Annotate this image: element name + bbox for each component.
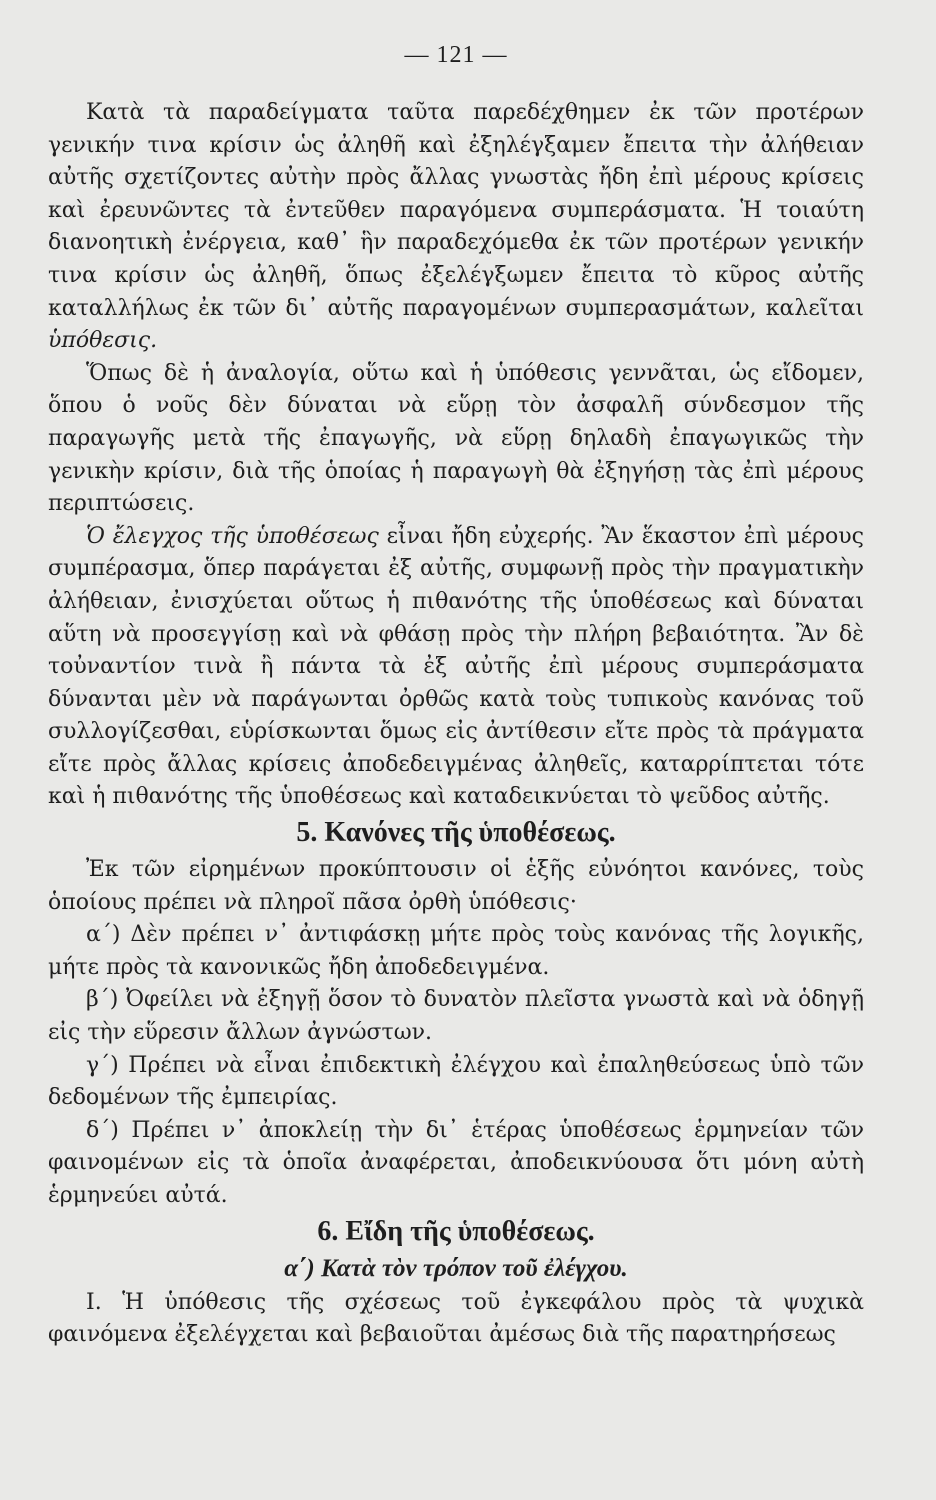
rule-item: α΄) Δὲν πρέπει ν᾽ ἀντιφάσκῃ μήτε πρὸς τοὺς κανόνας τῆς λογικῆς, μήτε πρὸς τὰ κανονικῶς ἤδη ἀποδεδειγμένα. <box>48 922 864 980</box>
term-control: Ὁ ἔλεγχος τῆς ὑποθέσεως <box>86 523 379 549</box>
paragraph-text: εἶναι ἤδη εὐχερής. Ἂν ἕκαστον ἐπὶ μέρους συμπέρασμα, ὅπερ παράγεται ἐξ αὐτῆς, συμφωνῇ πρὸς τὴν πραγματικὴν ἀλήθειαν, ἐνισχύεται οὕτως ἡ πιθανότης τῆς ὑποθέσεως καὶ δύναται αὕτη νὰ προσεγγίσῃ καὶ νὰ φθάσῃ πρὸς τὴν πλήρη βεβαιότητα. Ἂν δὲ τοὐναντίον τινὰ ἢ πάντα τὰ ἐξ αὐτῆς ἐπὶ μέρους συμπεράσματα δύνανται μὲν νὰ παράγωνται ὀρθῶς κατὰ τοὺς τυπικοὺς κανόνας τοῦ συλλογίζεσθαι, εὑρίσκωνται ὅμως εἰς ἀντίθεσιν εἴτε πρὸς τὰ πράγματα εἴτε πρὸς ἄλλας κρίσεις ἀποδεδειγμένας ἀληθεῖς, καταρρίπτεται τότε καὶ ἡ πιθανότης τῆς ὑποθέσεως καὶ καταδεικνύεται τὸ ψεῦδος αὐτῆς. <box>48 523 864 810</box>
page-number: — 121 — <box>404 42 508 68</box>
paragraph-hypothesis-origin: Ὅπως δὲ ἡ ἀναλογία, οὕτω καὶ ἡ ὑπόθεσις γεννᾶται, ὡς εἴδομεν, ὅπου ὁ νοῦς δὲν δύναται νὰ εὕρῃ τὸν ἀσφαλῆ σύνδεσμον τῆς παραγωγῆς μετὰ τῆς ἐπαγωγῆς, νὰ εὕρῃ δηλαδὴ ἐπαγωγικῶς τὴν γενικὴν κρίσιν, διὰ τῆς ὁποίας ἡ παραγωγὴ θὰ ἐξηγήσῃ τὰς ἐπὶ μέρους περιπτώσεις. <box>48 360 864 517</box>
rule-item: γ΄) Πρέπει νὰ εἶναι ἐπιδεκτικὴ ἐλέγχου καὶ ἐπαληθεύσεως ὑπὸ τῶν δεδομένων τῆς ἐμπειρίας. <box>48 1052 864 1111</box>
subsection-heading-a: α΄) Κατὰ τὸν τρόπον τοῦ ἐλέγχου. <box>284 1254 628 1282</box>
paragraph-hypothesis-definition <box>48 97 864 358</box>
paragraph-text: Κατὰ τὰ παραδείγματα ταῦτα παρεδέχθημεν ἐκ τῶν προτέρων γενικήν τινα κρίσιν ὡς ἀληθῆ καὶ ἐξηλέγξαμεν ἔπειτα τὴν ἀλήθειαν αὐτῆς σχετίζοντες αὐτὴν πρὸς ἄλλας γνωστὰς ἤδη ἐπὶ μέρους κρίσεις καὶ ἐρευνῶντες τὰ ἐντεῦθεν παραγόμενα συμπεράσματα. Ἡ τοιαύτη διανοητικὴ ἐνέργεια, καθ᾽ ἣν παραδεχόμεθα ἐκ τῶν προτέρων γενικήν τινα κρίσιν ὡς ἀληθῆ, ὅπως ἐξελέγξωμεν ἔπειτα τὸ κῦρος αὐτῆς καταλλήλως ἐκ τῶν δι᾽ αὐτῆς παραγομένων συμπερασμάτων, καλεῖται <box>48 100 864 321</box>
paragraph-hypothesis-control <box>48 521 864 814</box>
rule-item: β΄) Ὀφείλει νὰ ἐξηγῇ ὅσον τὸ δυνατὸν πλεῖστα γνωστὰ καὶ νὰ ὁδηγῇ εἰς τὴν εὕρεσιν ἄλλων ἀγνώστων. <box>48 987 864 1046</box>
page-body <box>48 97 864 1352</box>
term-hypothesis: ὑπόθεσις. <box>48 328 158 354</box>
rule-item: δ΄) Πρέπει ν᾽ ἀποκλείῃ τὴν δι᾽ ἑτέρας ὑποθέσεως ἑρμηνείαν τῶν φαινομένων εἰς τὰ ὁποῖα ἀναφέρεται, ἀποδεικνύουσα ὅτι μόνη αὐτὴ ἑρμηνεύει αὐτά. <box>48 1117 864 1208</box>
section-heading-6: 6. Εἴδη τῆς ὑποθέσεως. <box>317 1215 595 1247</box>
rules-intro: Ἐκ τῶν εἰρημένων προκύπτουσιν οἱ ἑξῆς εὐνόητοι κανόνες, τοὺς ὁποίους πρέπει νὰ πληροῖ πᾶσα ὀρθὴ ὑπόθεσις· <box>48 857 864 915</box>
paragraph-brain-hypothesis: I. Ἡ ὑπόθεσις τῆς σχέσεως τοῦ ἐγκεφάλου πρὸς τὰ ψυχικὰ φαινόμενα ἐξελέγχεται καὶ βεβαιοῦται ἀμέσως διὰ τῆς παρατηρήσεως <box>48 1289 864 1348</box>
section-heading-5: 5. Κανόνες τῆς ὑποθέσεως. <box>296 817 616 849</box>
